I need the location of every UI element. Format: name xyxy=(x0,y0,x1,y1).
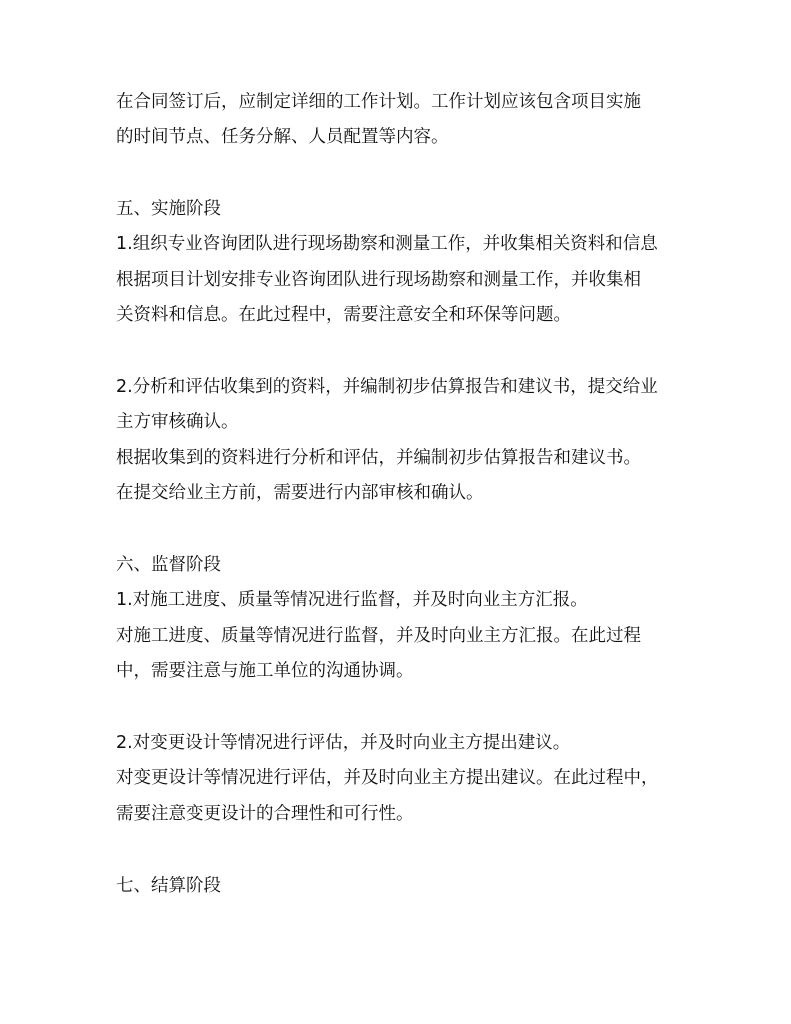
paragraph-line: 对变更设计等情况进行评估，并及时向业主方提出建议。在此过程中， xyxy=(116,768,659,788)
list-item-heading: 1.对施工进度、质量等情况进行监督，并及时向业主方汇报。 xyxy=(116,590,588,610)
paragraph-line: 的时间节点、任务分解、人员配置等内容。 xyxy=(116,127,449,147)
paragraph-line: 在提交给业主方前，需要进行内部审核和确认。 xyxy=(116,483,484,503)
paragraph-line: 根据收集到的资料进行分析和评估，并编制初步估算报告和建议书。 xyxy=(116,448,641,468)
list-item-heading: 2.分析和评估收集到的资料，并编制初步估算报告和建议书，提交给业 xyxy=(116,377,658,397)
section-heading: 七、结算阶段 xyxy=(116,876,221,896)
section-heading: 六、监督阶段 xyxy=(116,555,221,575)
paragraph-line: 需要注意变更设计的合理性和可行性。 xyxy=(116,804,414,824)
paragraph-line: 关资料和信息。在此过程中，需要注意安全和环保等问题。 xyxy=(116,305,571,325)
paragraph-line: 对施工进度、质量等情况进行监督，并及时向业主方汇报。在此过程 xyxy=(116,626,641,646)
paragraph-line: 中，需要注意与施工单位的沟通协调。 xyxy=(116,661,414,681)
list-item-heading: 1.组织专业咨询团队进行现场勘察和测量工作，并收集相关资料和信息 xyxy=(116,234,658,254)
list-item-heading: 主方审核确认。 xyxy=(116,412,239,432)
list-item-heading: 2.对变更设计等情况进行评估，并及时向业主方提出建议。 xyxy=(116,733,571,753)
paragraph-line: 根据项目计划安排专业咨询团队进行现场勘察和测量工作，并收集相 xyxy=(116,270,641,290)
section-heading: 五、实施阶段 xyxy=(116,199,221,219)
paragraph-line: 在合同签订后，应制定详细的工作计划。工作计划应该包含项目实施 xyxy=(116,92,641,112)
